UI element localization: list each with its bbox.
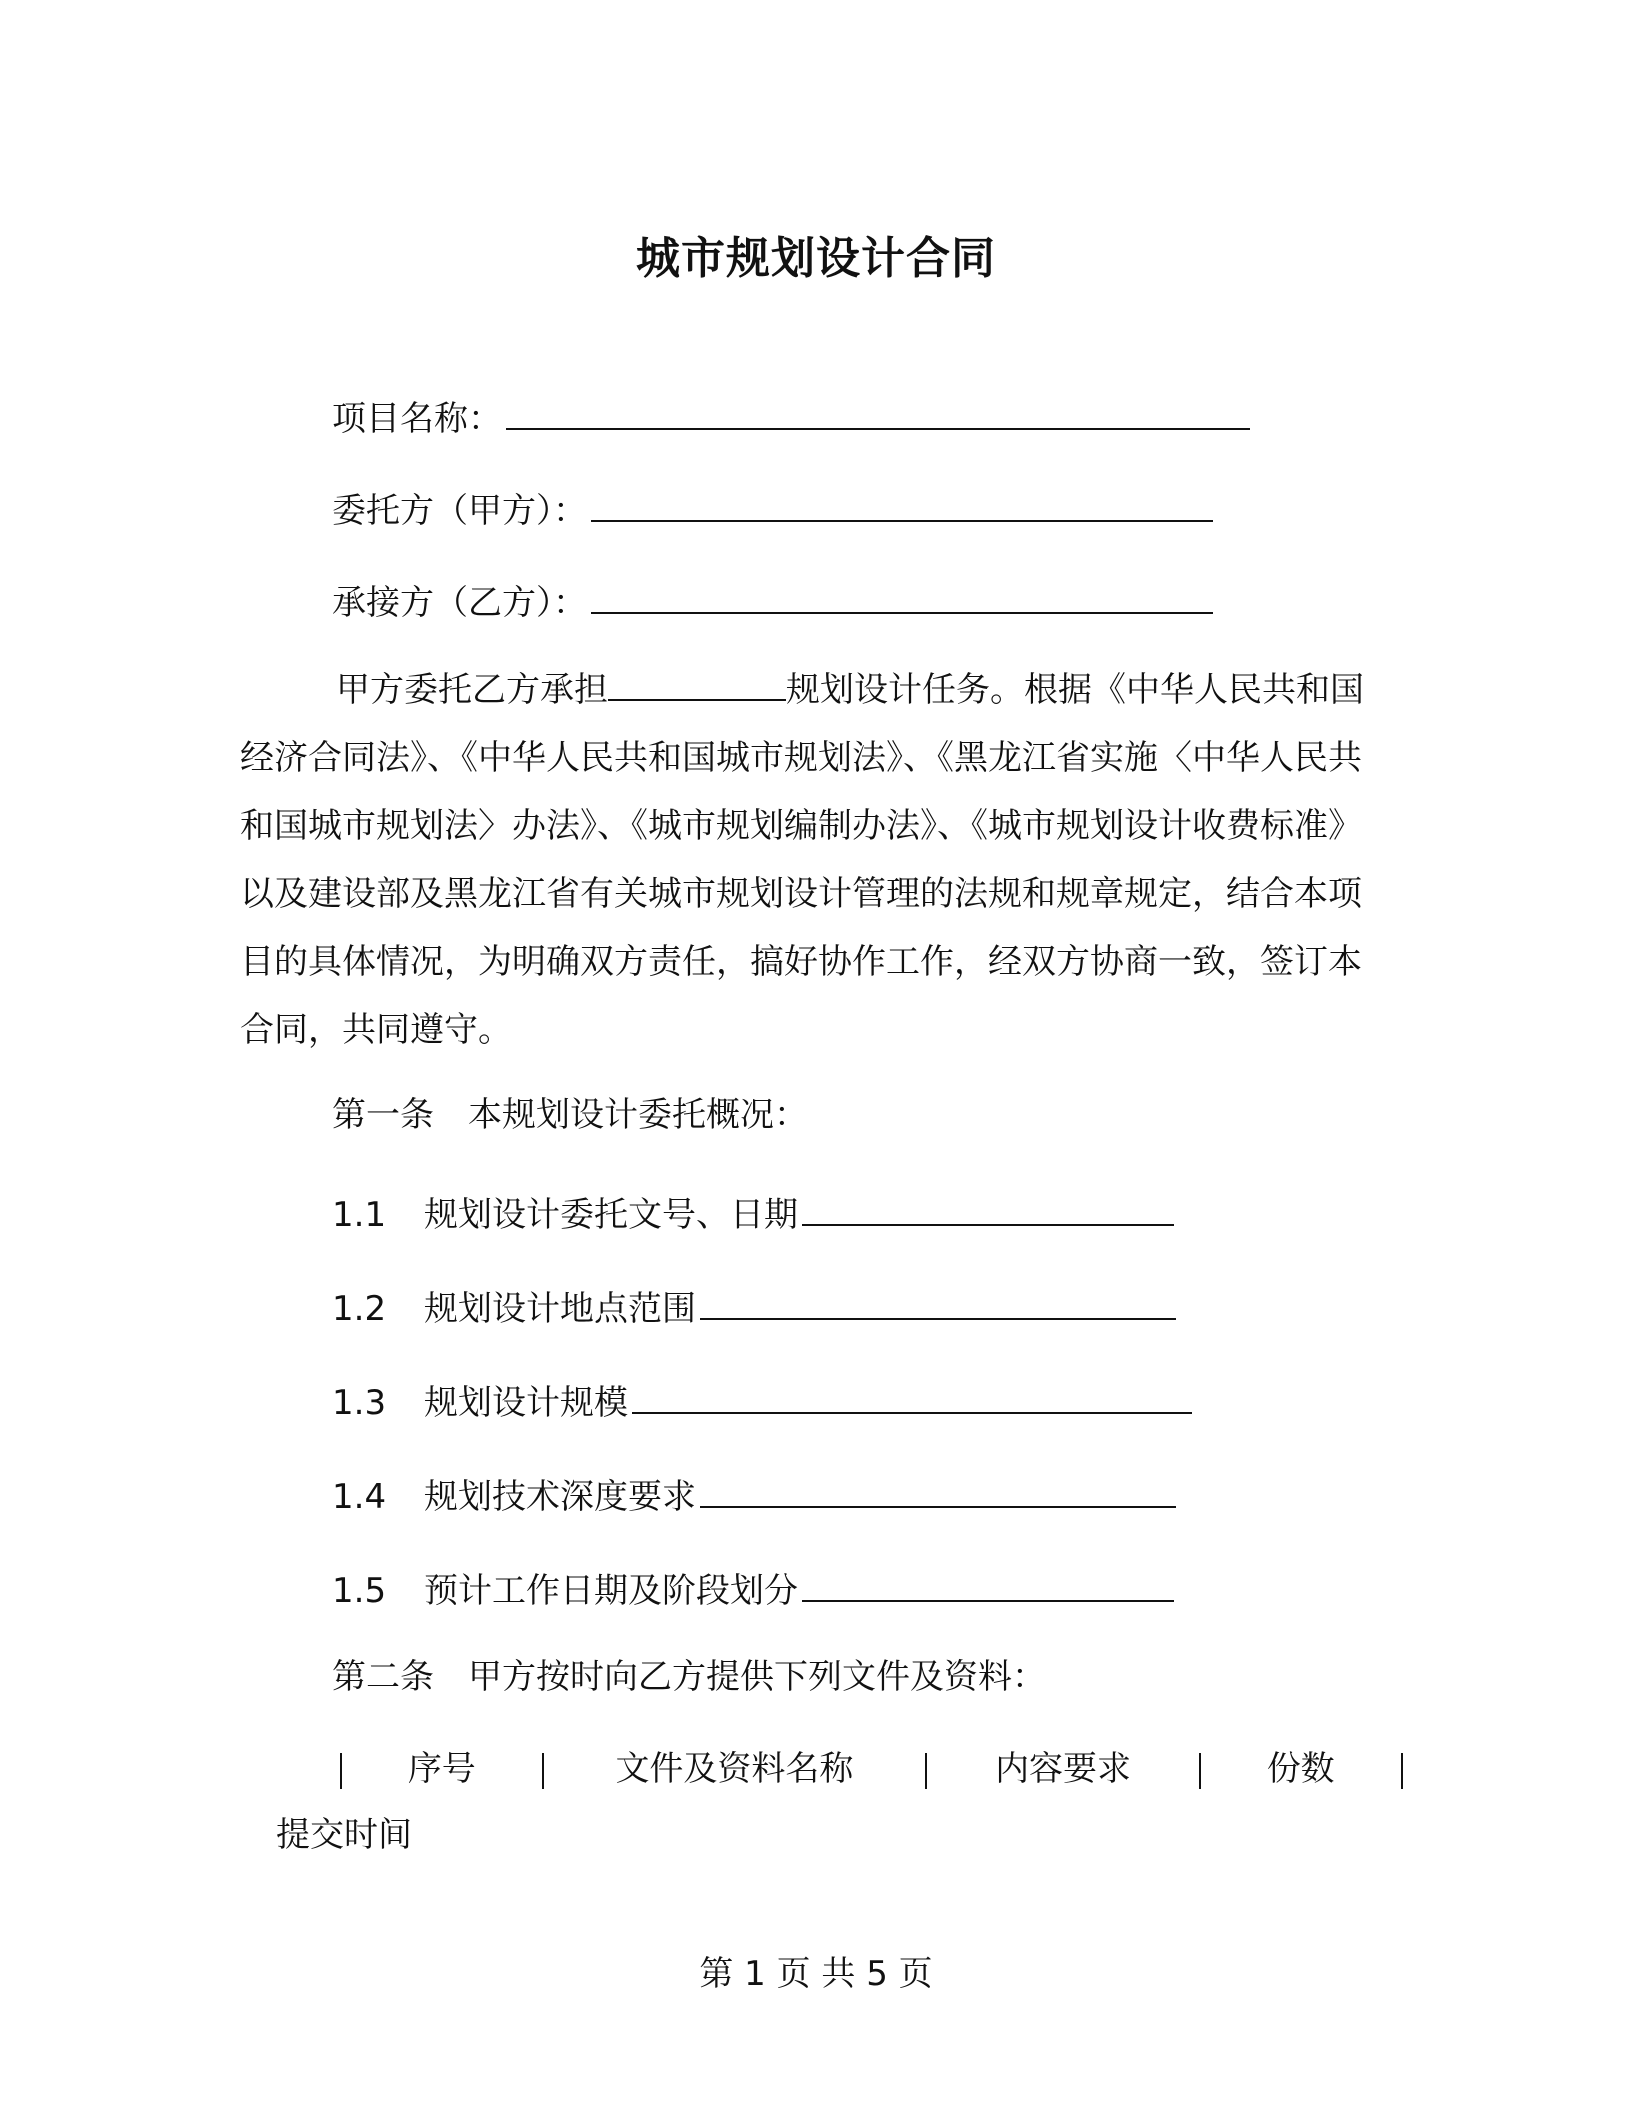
project-name-field	[332, 392, 1250, 442]
table-header-cell: 提交时间	[276, 1815, 412, 1855]
item-blank[interactable]	[802, 1188, 1174, 1226]
item-label: 规划设计规模	[424, 1383, 628, 1423]
column-divider	[1401, 1753, 1403, 1789]
project-name-label: 项目名称：	[332, 399, 502, 439]
column-divider	[925, 1753, 927, 1789]
item-number: 1.3	[332, 1383, 387, 1423]
item-label: 规划设计地点范围	[424, 1289, 696, 1329]
item-1-2	[332, 1282, 1176, 1332]
page-footer: 第 1 页 共 5 页	[699, 1954, 933, 1994]
table-header-row	[340, 1746, 1403, 1792]
item-label: 规划设计委托文号、日期	[424, 1195, 798, 1235]
contractor-blank[interactable]	[591, 576, 1213, 614]
table-header-cell: 序号	[407, 1749, 476, 1789]
table-header-cell: 内容要求	[995, 1749, 1132, 1789]
item-1-1	[332, 1188, 1174, 1238]
table-header-cell: 文件及资料名称	[615, 1749, 854, 1789]
article2-heading: 第二条 甲方按时向乙方提供下列文件及资料：	[332, 1657, 1046, 1697]
contractor-field	[332, 576, 1213, 626]
intro-text-before: 甲方委托乙方承担	[336, 670, 608, 710]
client-label: 委托方（甲方）：	[332, 491, 587, 531]
item-blank[interactable]	[632, 1376, 1192, 1414]
client-field	[332, 484, 1213, 534]
item-number: 1.2	[332, 1289, 387, 1329]
item-number: 1.5	[332, 1571, 387, 1611]
item-1-3	[332, 1376, 1192, 1426]
item-blank[interactable]	[700, 1282, 1176, 1320]
item-1-4	[332, 1470, 1176, 1520]
column-divider	[340, 1753, 342, 1789]
item-number: 1.1	[332, 1195, 387, 1235]
item-blank[interactable]	[802, 1564, 1174, 1602]
table-header-cell: 份数	[1266, 1749, 1335, 1789]
contractor-label: 承接方（乙方）：	[332, 583, 587, 623]
item-1-5	[332, 1564, 1174, 1614]
article1-heading: 第一条 本规划设计委托概况：	[332, 1095, 808, 1135]
document-title: 城市规划设计合同	[636, 233, 996, 284]
item-label: 预计工作日期及阶段划分	[424, 1571, 798, 1611]
client-blank[interactable]	[591, 484, 1213, 522]
project-name-blank[interactable]	[506, 392, 1250, 430]
item-number: 1.4	[332, 1477, 387, 1517]
item-blank[interactable]	[700, 1470, 1176, 1508]
intro-paragraph	[240, 656, 1380, 1064]
task-blank[interactable]	[608, 665, 786, 701]
column-divider	[1199, 1753, 1201, 1789]
column-divider	[542, 1753, 544, 1789]
item-label: 规划技术深度要求	[424, 1477, 696, 1517]
intro-text-after: 规划设计任务。根据《中华人民共和国经济合同法》、《中华人民共和国城市规划法》、《黑龙江省实施〈中华人民共和国城市规划法〉办法》、《城市规划编制办法》、《城市规划设计收费标准》以及建设部及黑龙江省有关城市规划设计管理的法规和规章规定，结合本项目的具体情况，为明确双方责任，搞好协作工作，经双方协商一致，签订本合同，共同遵守。	[240, 670, 1364, 1050]
